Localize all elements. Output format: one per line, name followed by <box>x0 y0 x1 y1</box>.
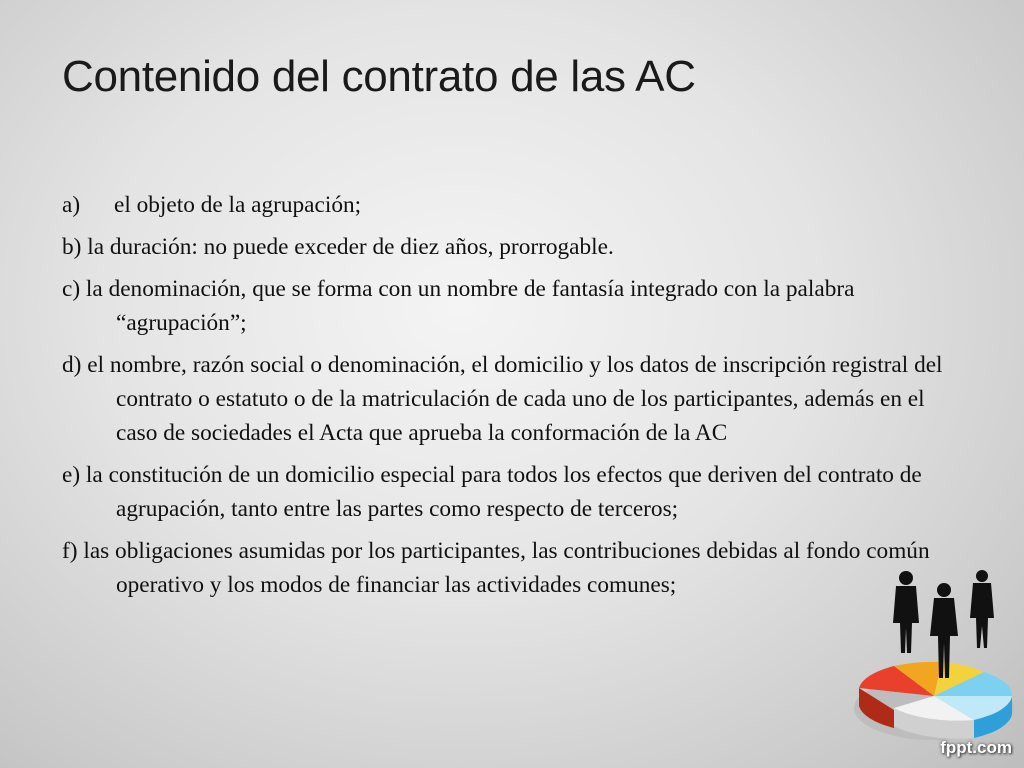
list-item-text: la duración: no puede exceder de diez años, prorrogable. <box>81 234 614 260</box>
list-marker: e) <box>62 462 81 488</box>
list-item-b <box>62 230 962 264</box>
list-item-e <box>62 458 962 526</box>
slide-title: Contenido del contrato de las AC <box>62 52 696 101</box>
list-item-text: la constitución de un domicilio especial para todos los efectos que deriven del contrato de agrupación, tanto entre las partes como respecto de terceros; <box>80 462 922 522</box>
list-item-text: las obligaciones asumidas por los participantes, las contribuciones debidas al fondo común operativo y los modos de financiar las actividades comunes; <box>77 538 930 598</box>
list-marker: a) <box>62 192 81 218</box>
list-marker: c) <box>62 276 81 302</box>
list-item-d <box>62 348 962 450</box>
pie-chart-icon <box>854 662 1014 740</box>
slide-body <box>62 188 962 610</box>
list-item-text: el nombre, razón social o denominación, el domicilio y los datos de inscripción registral del contrato o estatuto o de la matriculación de cada uno de los participantes, además en el caso de sociedades el Acta que aprueba la conformación de la AC <box>81 352 943 446</box>
list-item-a <box>62 188 962 222</box>
list-marker: f) <box>62 538 78 564</box>
list-marker: d) <box>62 352 82 378</box>
list-item-c <box>62 272 962 340</box>
fppt-logo: fppt.com <box>940 738 1012 757</box>
business-people-icon <box>893 570 994 678</box>
list-item-text: el objeto de la agrupación; <box>114 192 362 218</box>
list-marker: b) <box>62 234 82 260</box>
list-item-text: la denominación, que se forma con un nombre de fantasía integrado con la palabra “agrupación”; <box>80 276 855 336</box>
